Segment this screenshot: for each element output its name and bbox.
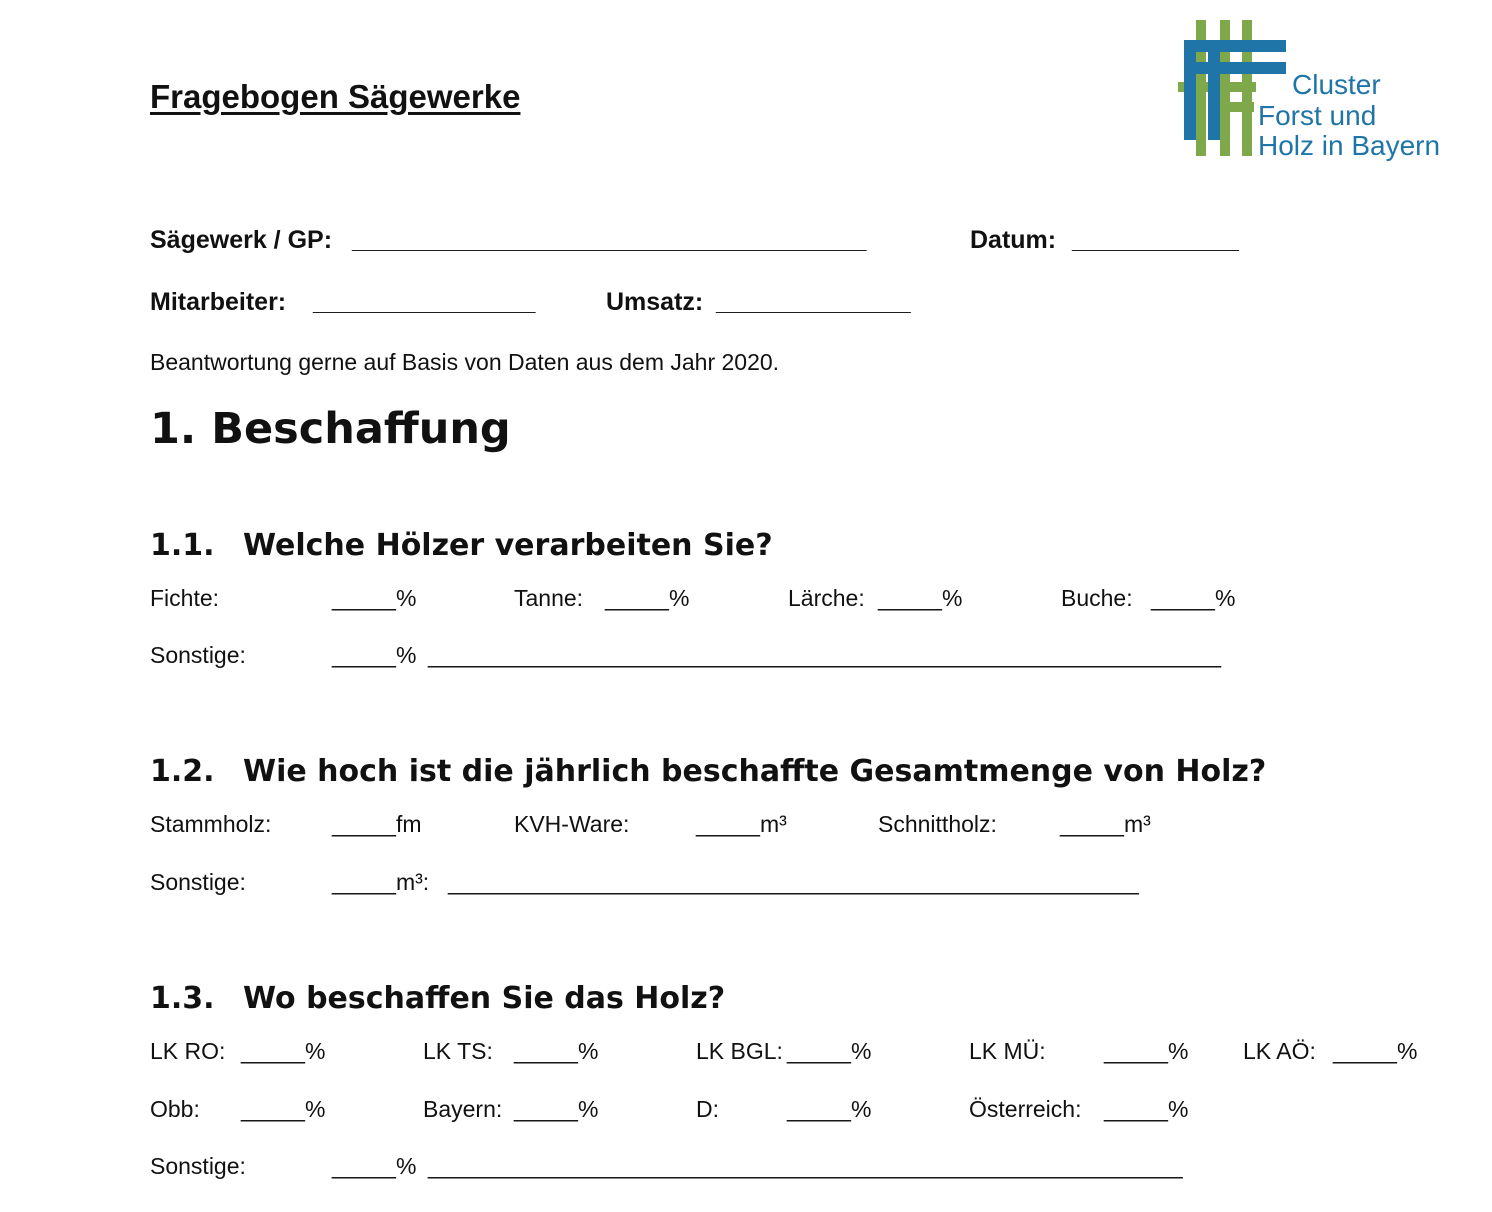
tanne-field[interactable]: _____% [605,585,690,611]
bayern-label: Bayern: [423,1096,503,1122]
obb-field[interactable]: _____% [241,1096,326,1122]
lk-ts-field[interactable]: _____% [514,1038,599,1064]
section-heading-beschaffung: 1. Beschaffung [150,404,511,454]
sonstige-label: Sonstige: [150,642,246,668]
stammholz-field[interactable]: _____fm [332,811,422,837]
obb-label: Obb: [150,1096,200,1122]
sonstige-percent-field[interactable]: _____% [332,642,417,668]
logo-line-3: Holz in Bayern [1258,130,1441,161]
saegewerk-label: Sägewerk / GP: [150,226,333,254]
lk-ro-field[interactable]: _____% [241,1038,326,1064]
logo-line-2: Forst und [1258,100,1377,131]
schnittholz-field[interactable]: _____m³ [1060,811,1151,837]
sonstige-description-field[interactable]: ______________________________________________________________ [428,642,1222,668]
datum-field[interactable]: ____________ [1072,226,1239,254]
kvh-field[interactable]: _____m³ [696,811,787,837]
tanne-label: Tanne: [514,585,584,611]
lk-mue-label: LK MÜ: [969,1038,1046,1064]
intro-note: Beantwortung gerne auf Basis von Daten aus dem Jahr 2020. [150,349,780,375]
buche-label: Buche: [1061,585,1133,611]
lk-bgl-label: LK BGL: [696,1038,783,1064]
kvh-label: KVH-Ware: [514,811,630,837]
buche-field[interactable]: _____% [1151,585,1236,611]
umsatz-label: Umsatz: [606,288,704,316]
laerche-field[interactable]: _____% [878,585,963,611]
lk-ro-label: LK RO: [150,1038,226,1064]
sonstige-volume-field[interactable]: _____m³: [332,869,430,895]
fichte-label: Fichte: [150,585,220,611]
sonstige-description-field[interactable]: ______________________________________________________ [448,869,1139,895]
question-number: 1.3. [150,981,215,1016]
question-title: Welche Hölzer verarbeiten Sie? [243,528,773,563]
laerche-label: Lärche: [788,585,865,611]
sonstige-label: Sonstige: [150,1153,246,1179]
lk-aoe-field[interactable]: _____% [1333,1038,1418,1064]
d-label: D: [696,1096,719,1122]
logo-line-1: Cluster [1292,69,1381,100]
sonstige-label: Sonstige: [150,869,246,895]
stammholz-label: Stammholz: [150,811,272,837]
datum-label: Datum: [970,226,1057,254]
saegewerk-field[interactable]: _____________________________________ [352,226,867,254]
lk-bgl-field[interactable]: _____% [787,1038,872,1064]
fichte-field[interactable]: _____% [332,585,417,611]
question-title: Wo beschaffen Sie das Holz? [243,981,726,1016]
bayern-field[interactable]: _____% [514,1096,599,1122]
question-number: 1.2. [150,754,215,789]
cluster-logo [1176,18,1466,168]
question-1-3-heading [150,981,725,1016]
d-field[interactable]: _____% [787,1096,872,1122]
lk-mue-field[interactable]: _____% [1104,1038,1189,1064]
lk-ts-label: LK TS: [423,1038,493,1064]
question-number: 1.1. [150,528,215,563]
oesterreich-label: Österreich: [969,1096,1082,1122]
oesterreich-field[interactable]: _____% [1104,1096,1189,1122]
sonstige-description-field[interactable]: ___________________________________________________________ [428,1153,1183,1179]
schnittholz-label: Schnittholz: [878,811,997,837]
umsatz-field[interactable]: ______________ [716,288,911,316]
question-1-1-heading [150,528,773,563]
mitarbeiter-label: Mitarbeiter: [150,288,287,316]
lk-aoe-label: LK AÖ: [1243,1038,1316,1064]
question-1-2-heading [150,754,1266,789]
question-title: Wie hoch ist die jährlich beschaffte Gesamtmenge von Holz? [243,754,1267,789]
document-title: Fragebogen Sägewerke [150,78,521,115]
mitarbeiter-field[interactable]: ________________ [313,288,536,316]
sonstige-percent-field[interactable]: _____% [332,1153,417,1179]
